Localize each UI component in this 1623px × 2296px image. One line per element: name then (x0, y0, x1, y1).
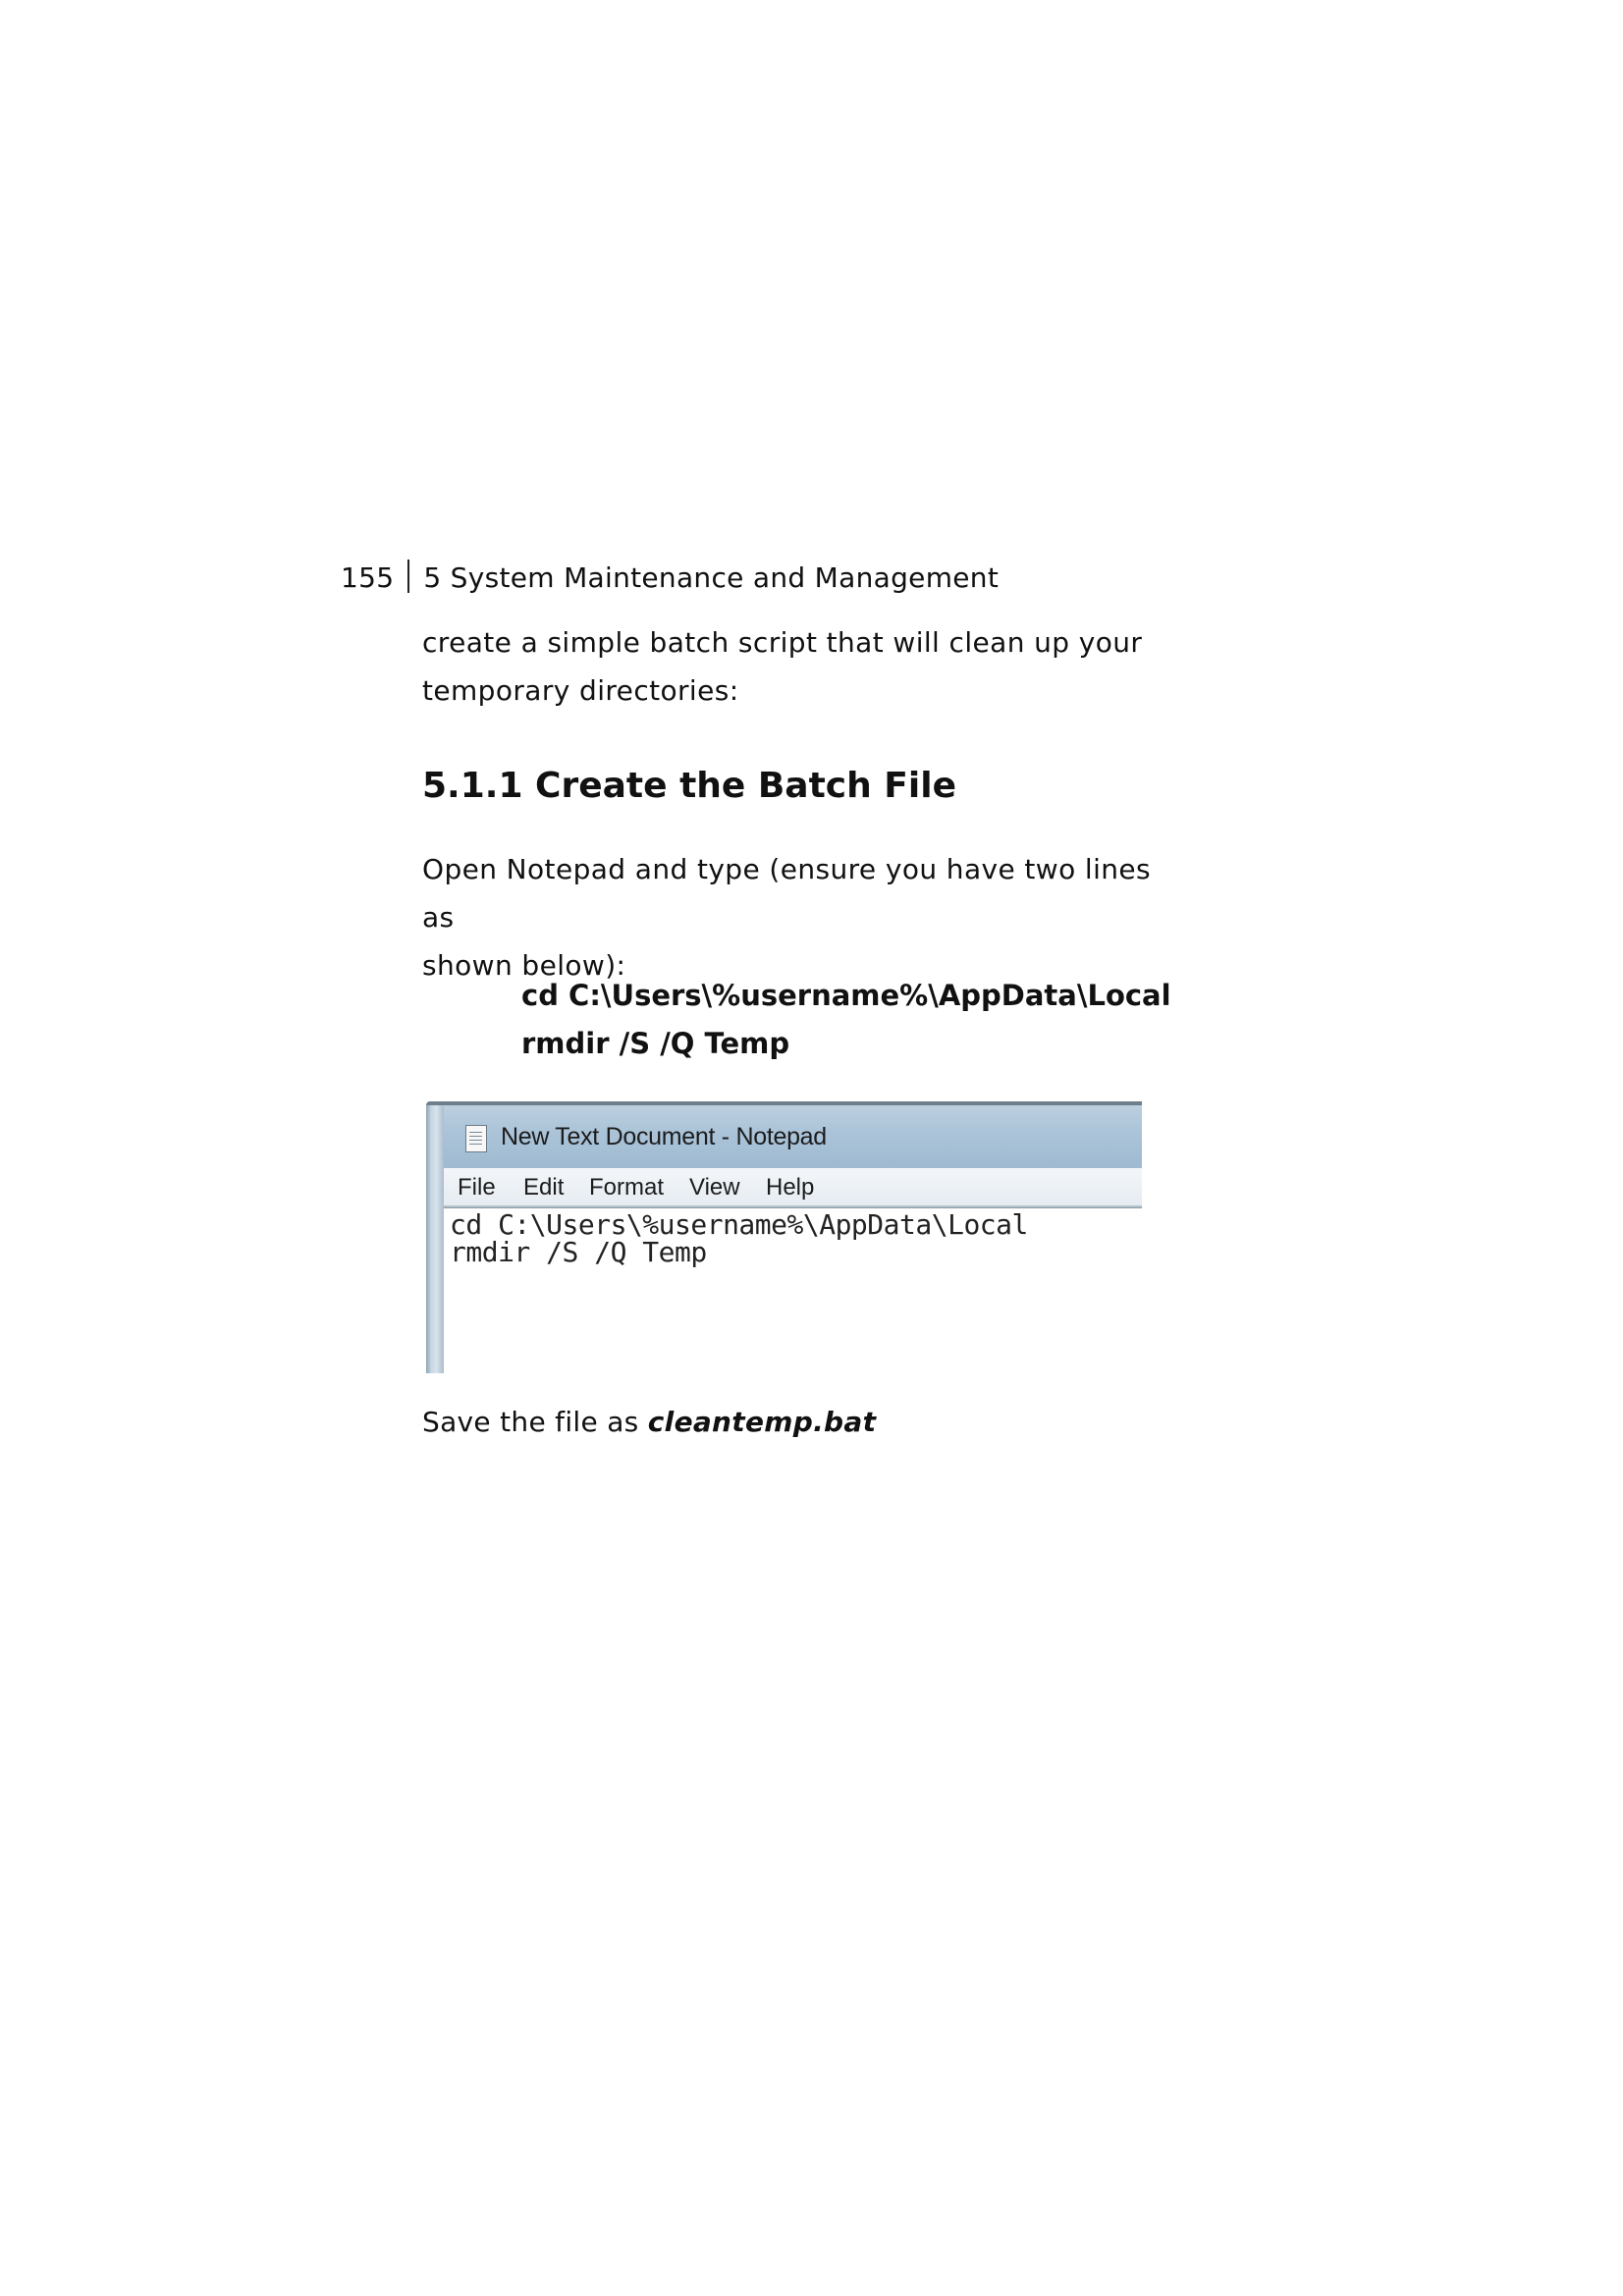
notepad-document-icon (465, 1125, 487, 1152)
window-frame-left (426, 1105, 444, 1373)
instruction-line-1: Open Notepad and type (ensure you have two lines as (422, 853, 1152, 934)
menu-format[interactable]: Format (589, 1174, 665, 1201)
intro-line-2: temporary directories: (422, 674, 739, 707)
page-number: 155 (341, 561, 395, 594)
code-line-1: cd C:\Users\%username%\AppData\Local (521, 979, 1171, 1012)
save-filename: cleantemp.bat (647, 1406, 877, 1438)
notepad-text-area[interactable] (444, 1207, 1142, 1373)
menu-help[interactable]: Help (766, 1174, 815, 1201)
instruction-paragraph (422, 845, 1168, 989)
notepad-title-bar (444, 1105, 1142, 1168)
menu-edit[interactable]: Edit (523, 1174, 565, 1201)
save-prefix: Save the file as (422, 1406, 648, 1438)
code-line-2: rmdir /S /Q Temp (521, 1027, 790, 1060)
instruction-line-2: shown below): (422, 949, 626, 982)
notepad-screenshot (426, 1101, 1142, 1373)
notepad-menu-bar (444, 1168, 1142, 1207)
section-heading: 5.1.1 Create the Batch File (422, 766, 956, 806)
intro-paragraph (422, 618, 1168, 715)
header-separator (407, 560, 409, 593)
code-block (521, 972, 1171, 1068)
notepad-window-title: New Text Document - Notepad (501, 1123, 827, 1150)
menu-file[interactable]: File (458, 1174, 496, 1201)
notepad-content-line-1: cd C:\Users\%username%\AppData\Local (450, 1208, 1028, 1241)
chapter-title: 5 System Maintenance and Management (423, 561, 1000, 594)
notepad-content-line-2: rmdir /S /Q Temp (450, 1236, 707, 1268)
save-instruction (422, 1406, 876, 1438)
running-head (341, 560, 999, 594)
menu-view[interactable]: View (689, 1174, 740, 1201)
intro-line-1: create a simple batch script that will clean up your (422, 626, 1143, 659)
